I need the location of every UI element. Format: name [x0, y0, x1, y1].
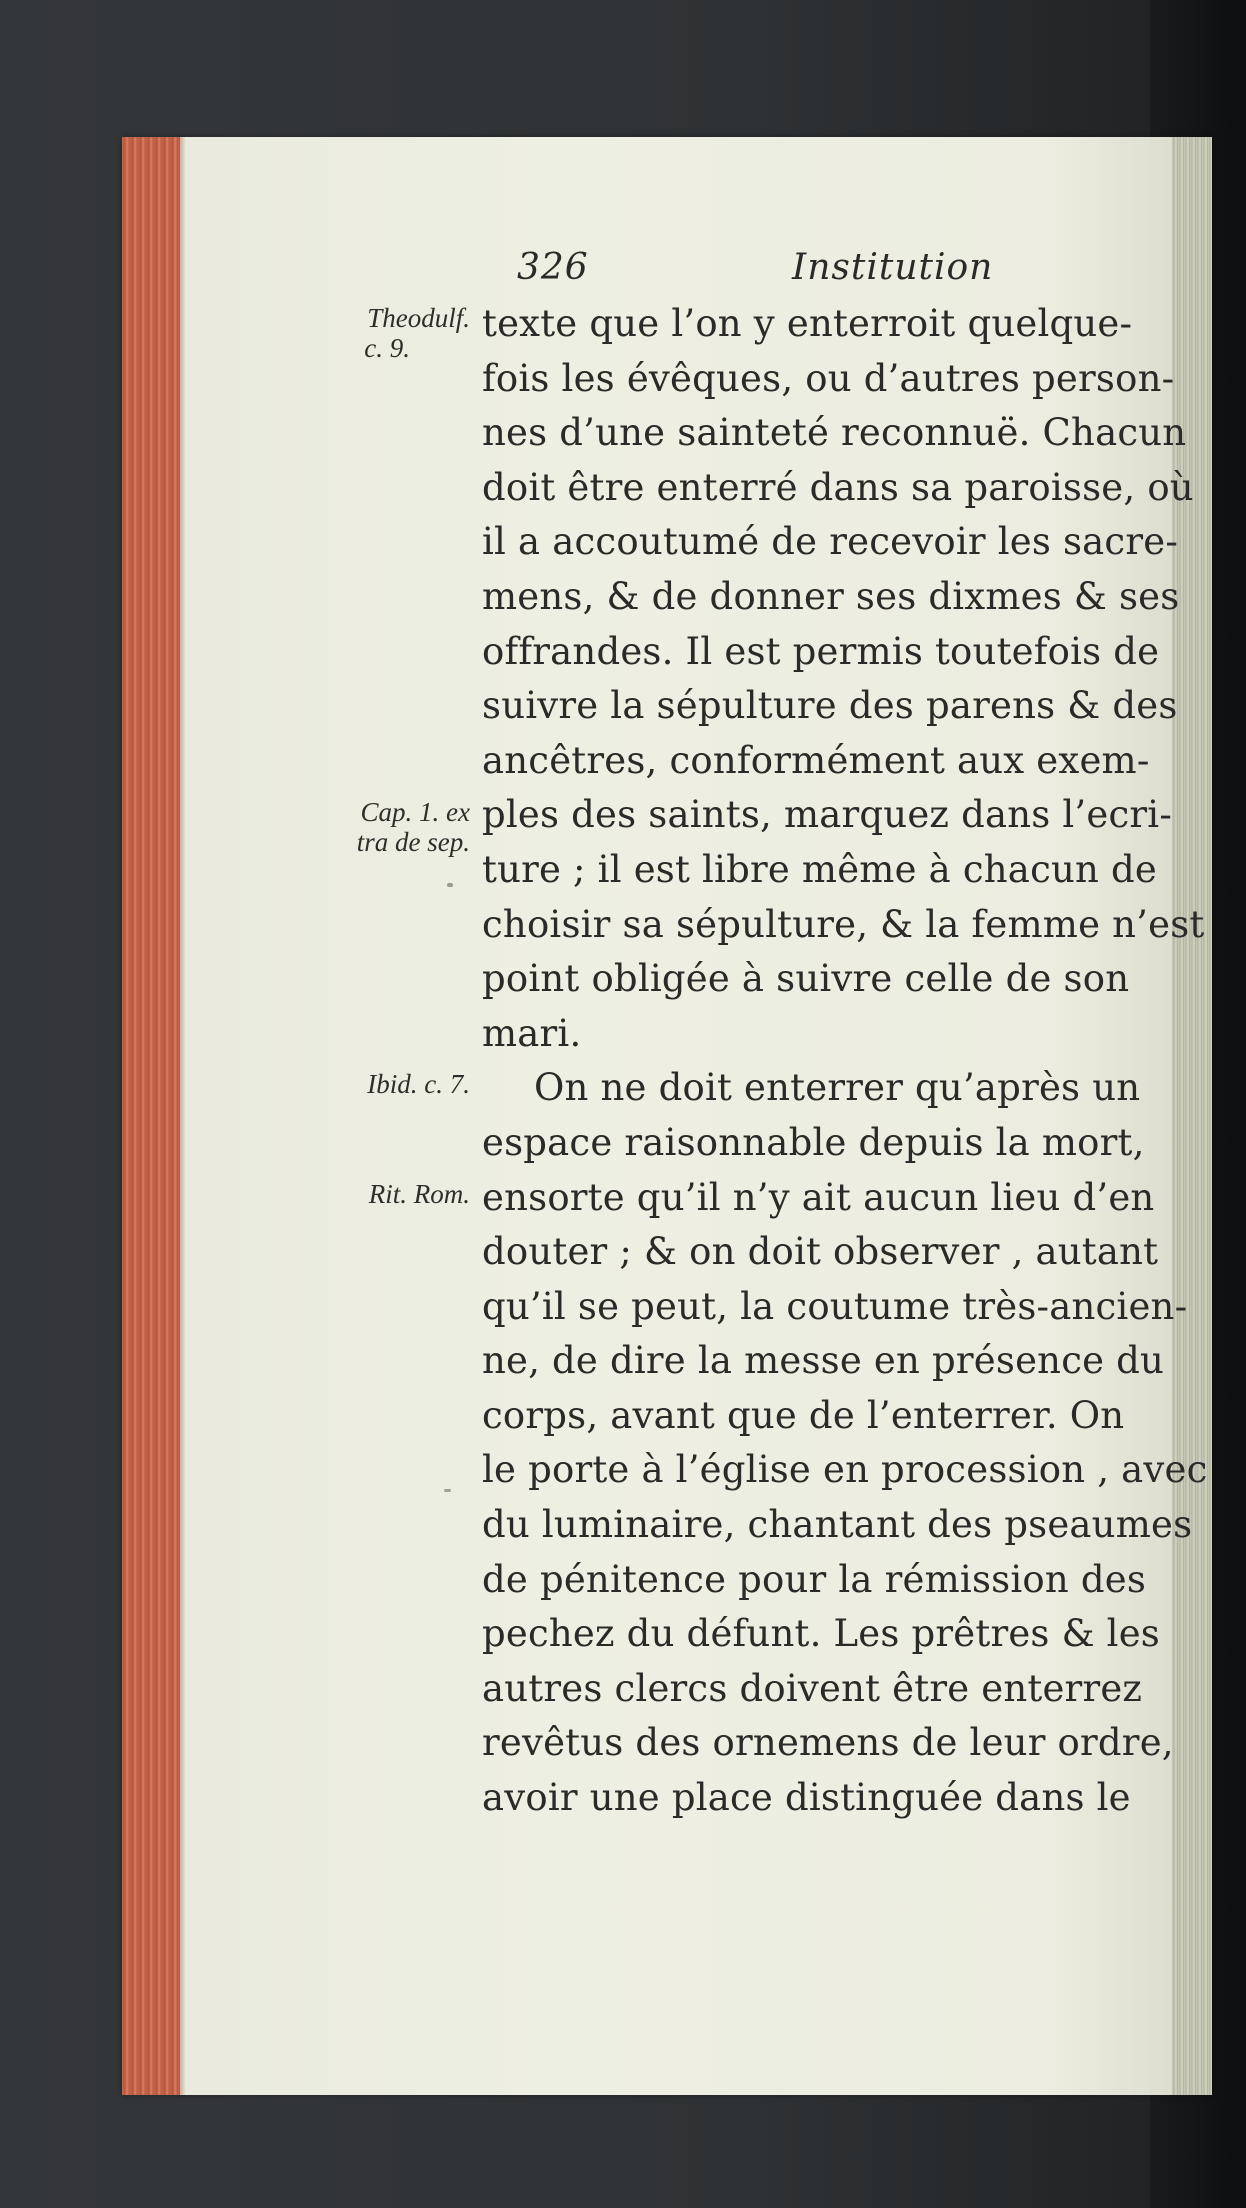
text-line: ancêtres, conformément aux exem- [482, 738, 1150, 782]
text-line: corps, avant que de l’enterrer. On [482, 1393, 1125, 1437]
text-line: mens, & de donner ses dixmes & ses [482, 574, 1180, 618]
book-page [122, 137, 1212, 2095]
text-line: revêtus des ornemens de leur ordre, [482, 1721, 1174, 1765]
text-line: le porte à l’église en procession , avec [482, 1448, 1208, 1492]
text-line: qu’il se peut, la coutume très-ancien- [482, 1284, 1188, 1328]
text-line: ture ; il est libre même à chacun de [482, 847, 1157, 891]
running-title: Institution [792, 247, 994, 288]
text-line: On ne doit enterrer qu’après un [534, 1066, 1141, 1110]
text-line: choisir sa sépulture, & la femme n’est [482, 902, 1205, 946]
text-line: du luminaire, chantant des pseaumes [482, 1503, 1193, 1547]
page-text-area [122, 137, 1212, 2095]
page-number: 326 [517, 247, 589, 288]
text-line: doit être enterré dans sa paroisse, où [482, 465, 1194, 509]
margin-note-rit-rom: Rit. Rom. [368, 1179, 470, 1209]
text-line: il a accoutumé de recevoir les sacre- [482, 520, 1179, 564]
ink-speck [444, 1489, 451, 1492]
text-line: ensorte qu’il n’y ait aucun lieu d’en [482, 1175, 1155, 1219]
page-header [122, 247, 1212, 297]
margin-note-theodulf: Theodulf. c. 9. [364, 303, 470, 363]
text-line: ples des saints, marquez dans l’ecri- [482, 793, 1173, 837]
margin-note-cap: Cap. 1. ex tra de sep. [356, 797, 470, 857]
text-line: mari. [482, 1011, 582, 1055]
ink-speck [447, 883, 453, 887]
text-line: point obligée à suivre celle de son [482, 957, 1130, 1001]
text-line: de pénitence pour la rémission des [482, 1557, 1147, 1601]
text-line: avoir une place distinguée dans le [482, 1776, 1131, 1820]
text-line: pechez du défunt. Les prêtres & les [482, 1612, 1160, 1656]
text-line: offrandes. Il est permis toutefois de [482, 629, 1160, 673]
body-text [482, 297, 1208, 1826]
text-line: texte que l’on y enterroit quelque- [482, 302, 1133, 345]
text-line: suivre la sépulture des parens & des [482, 684, 1178, 728]
text-line: douter ; & on doit observer , autant [482, 1230, 1159, 1274]
text-line: fois les évêques, ou d’autres person- [482, 356, 1175, 400]
text-line: nes d’une sainteté reconnuë. Chacun [482, 411, 1187, 455]
text-line: espace raisonnable depuis la mort, [482, 1120, 1145, 1164]
text-line: ne, de dire la messe en présence du [482, 1339, 1165, 1383]
text-line: autres clercs doivent être enterrez [482, 1666, 1143, 1710]
margin-note-ibid: Ibid. c. 7. [367, 1069, 470, 1099]
